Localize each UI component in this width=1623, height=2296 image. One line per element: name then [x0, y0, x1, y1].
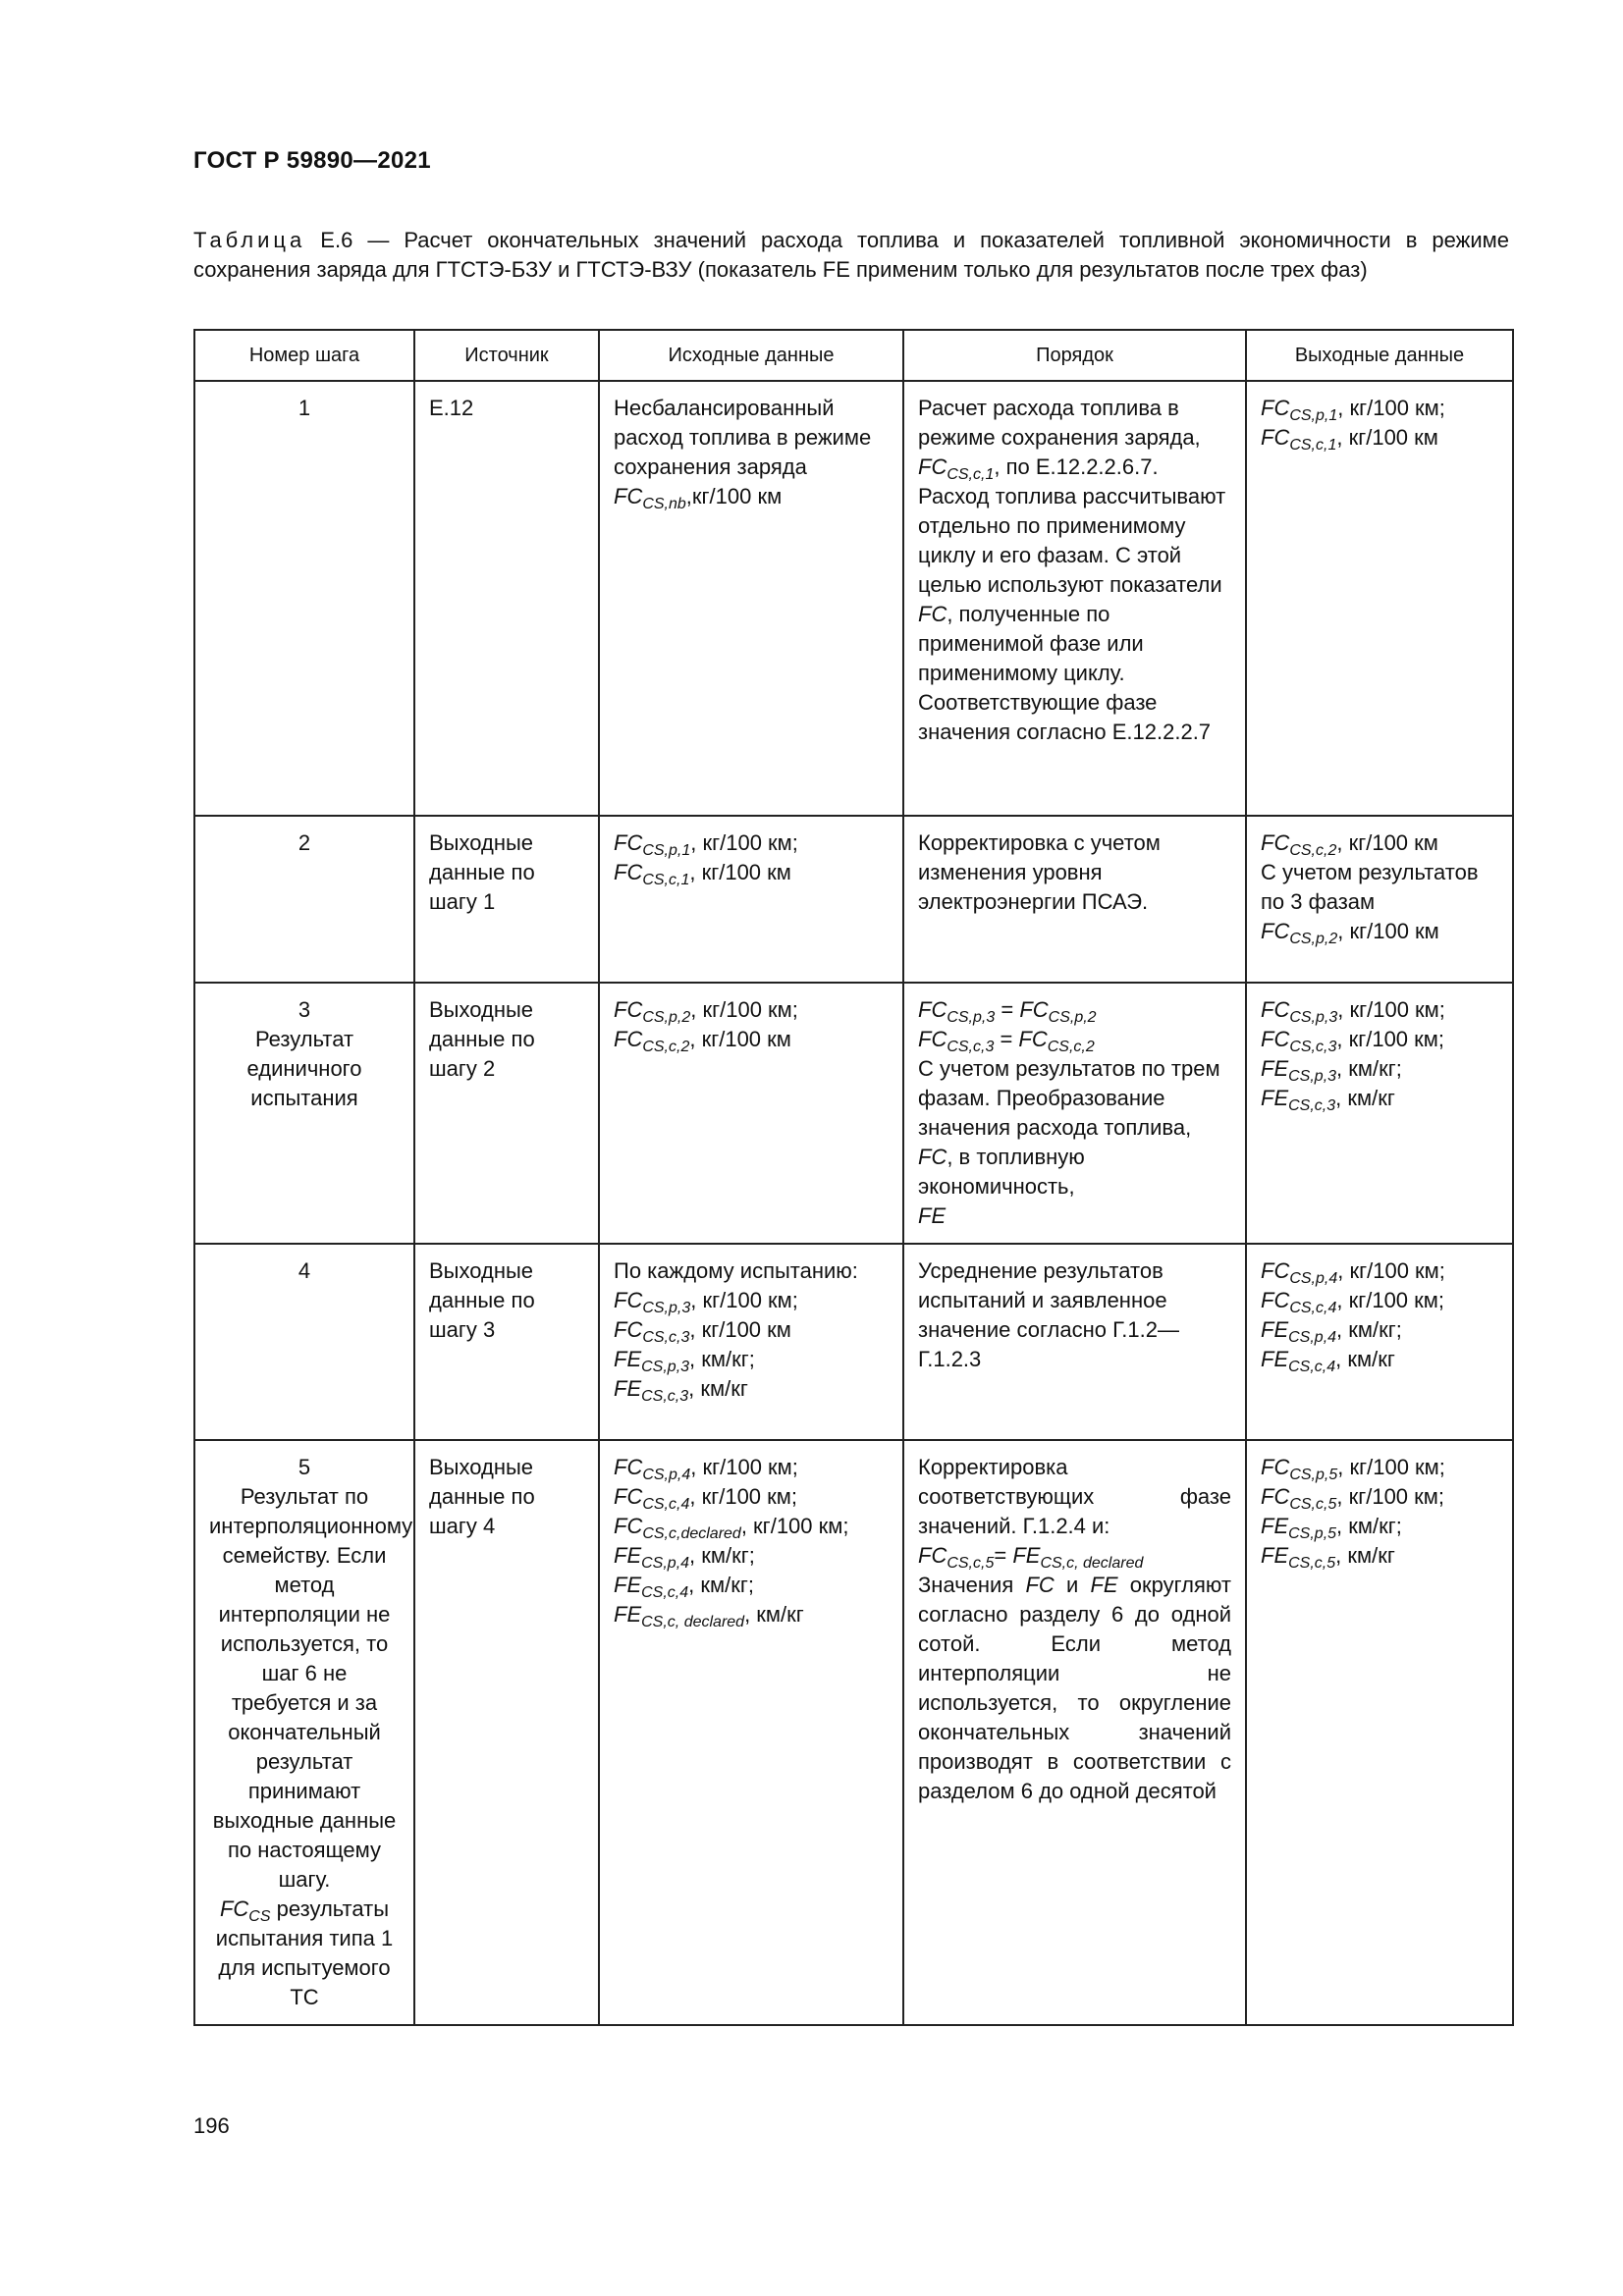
page-number: 196	[193, 2113, 230, 2138]
header-procedure: Порядок	[903, 330, 1246, 381]
output-cell: $FC_{CS,c,2}$, кг/100 км С учетом результатов по 3 фазам $FC_{CS,p,2}$, кг/100 км	[1246, 816, 1513, 983]
fuel-calculation-table	[193, 329, 1514, 2026]
step-cell: 1	[194, 381, 414, 816]
input-cell: $FC_{CS,p,4}$, кг/100 км; $FC_{CS,c,4}$, кг/100 км; $FC_{CS,c,declared}$, кг/100 км; $FE_{CS,p,4}$, км/кг; $FE_{CS,c,4}$, км/кг; $FE_{CS,c, declared}$, км/кг	[599, 1440, 903, 2025]
procedure-cell: Расчет расхода топлива в режиме сохранения заряда, $FC_{CS,c,1}$, по Е.12.2.2.6.7. Расход топлива рассчитывают отдельно по применимому циклу и его фазам. С этой целью используют показатели FC, полученные по применимой фазе или применимому циклу. Соответствующие фазе значения согласно Е.12.2.2.7	[903, 381, 1246, 816]
source-cell: Выходные данные по шагу 3	[414, 1244, 599, 1440]
table-row	[194, 381, 1513, 816]
procedure-cell: Корректировка с учетом изменения уровня электроэнергии ПСАЭ.	[903, 816, 1246, 983]
table-row	[194, 816, 1513, 983]
procedure-cell: Усреднение результатов испытаний и заявленное значение согласно Г.1.2—Г.1.2.3	[903, 1244, 1246, 1440]
caption-text: — Расчет окончательных значений расхода топлива и показателей топливной экономичности в режиме сохранения заряда для ГТСТЭ-БЗУ и ГТСТЭ-ВЗУ (показатель FE применим только для результатов после трех фаз)	[193, 228, 1509, 282]
document-standard-code: ГОСТ Р 59890—2021	[193, 147, 431, 174]
source-cell: Выходные данные по шагу 4	[414, 1440, 599, 2025]
table-header-row	[194, 330, 1513, 381]
table-row	[194, 1440, 1513, 2025]
output-cell: $FC_{CS,p,5}$, кг/100 км; $FC_{CS,c,5}$, кг/100 км; $FE_{CS,p,5}$, км/кг; $FE_{CS,c,5}$, км/кг	[1246, 1440, 1513, 2025]
input-cell: Несбалансированный расход топлива в режиме сохранения заряда $FC_{CS,nb},кг/100$ км	[599, 381, 903, 816]
source-cell: Выходные данные по шагу 1	[414, 816, 599, 983]
caption-number: Е.6	[320, 228, 353, 252]
step-cell: 4	[194, 1244, 414, 1440]
step-cell: 3 Результат единичного испытания	[194, 983, 414, 1244]
header-step-number: Номер шага	[194, 330, 414, 381]
input-cell: $FC_{CS,p,2}$, кг/100 км; $FC_{CS,c,2}$, кг/100 км	[599, 983, 903, 1244]
step-cell: 2	[194, 816, 414, 983]
header-input-data: Исходные данные	[599, 330, 903, 381]
output-cell: $FC_{CS,p,1}$, кг/100 км; $FC_{CS,c,1}$, кг/100 км	[1246, 381, 1513, 816]
caption-label: Таблица	[193, 228, 306, 252]
header-output-data: Выходные данные	[1246, 330, 1513, 381]
table-row	[194, 1244, 1513, 1440]
source-cell: Выходные данные по шагу 2	[414, 983, 599, 1244]
step-cell: 5 Результат по интерполяционному семейству. Если метод интерполяции не используется, то шаг 6 не требуется и за окончательный результат принимают выходные данные по настоящему шагу. $FC_{CS}$ результаты испытания типа 1 для испытуемого ТС	[194, 1440, 414, 2025]
procedure-cell: Корректировка соответствующих фазе значений. Г.1.2.4 и: $FC_{CS,c,5}= FE_{CS,c, declared}$ Значения FC и FE округляют согласно разделу 6 до одной сотой. Если метод интерполяции не используется, то округление окончательных значений производят в соответствии с разделом 6 до одной десятой	[903, 1440, 1246, 2025]
table-row	[194, 983, 1513, 1244]
table-caption	[193, 226, 1509, 285]
input-cell: По каждому испытанию: $FC_{CS,p,3}$, кг/100 км; $FC_{CS,c,3}$, кг/100 км $FE_{CS,p,3}$, км/кг; $FE_{CS,c,3}$, км/кг	[599, 1244, 903, 1440]
input-cell: $FC_{CS,p,1}$, кг/100 км; $FC_{CS,c,1}$, кг/100 км	[599, 816, 903, 983]
procedure-cell: $FC_{CS,p,3} = FC_{CS,p,2}$ $FC_{CS,c,3} = FC_{CS,c,2}$ С учетом результатов по трем фазам. Преобразование значения расхода топлива, FC, в топливную экономичность, FE	[903, 983, 1246, 1244]
output-cell: $FC_{CS,p,3}$, кг/100 км; $FC_{CS,c,3}$, кг/100 км; $FE_{CS,p,3}$, км/кг; $FE_{CS,c,3}$, км/кг	[1246, 983, 1513, 1244]
output-cell: $FC_{CS,p,4}$, кг/100 км; $FC_{CS,c,4}$, кг/100 км; $FE_{CS,p,4}$, км/кг; $FE_{CS,c,4}$, км/кг	[1246, 1244, 1513, 1440]
header-source: Источник	[414, 330, 599, 381]
source-cell: Е.12	[414, 381, 599, 816]
